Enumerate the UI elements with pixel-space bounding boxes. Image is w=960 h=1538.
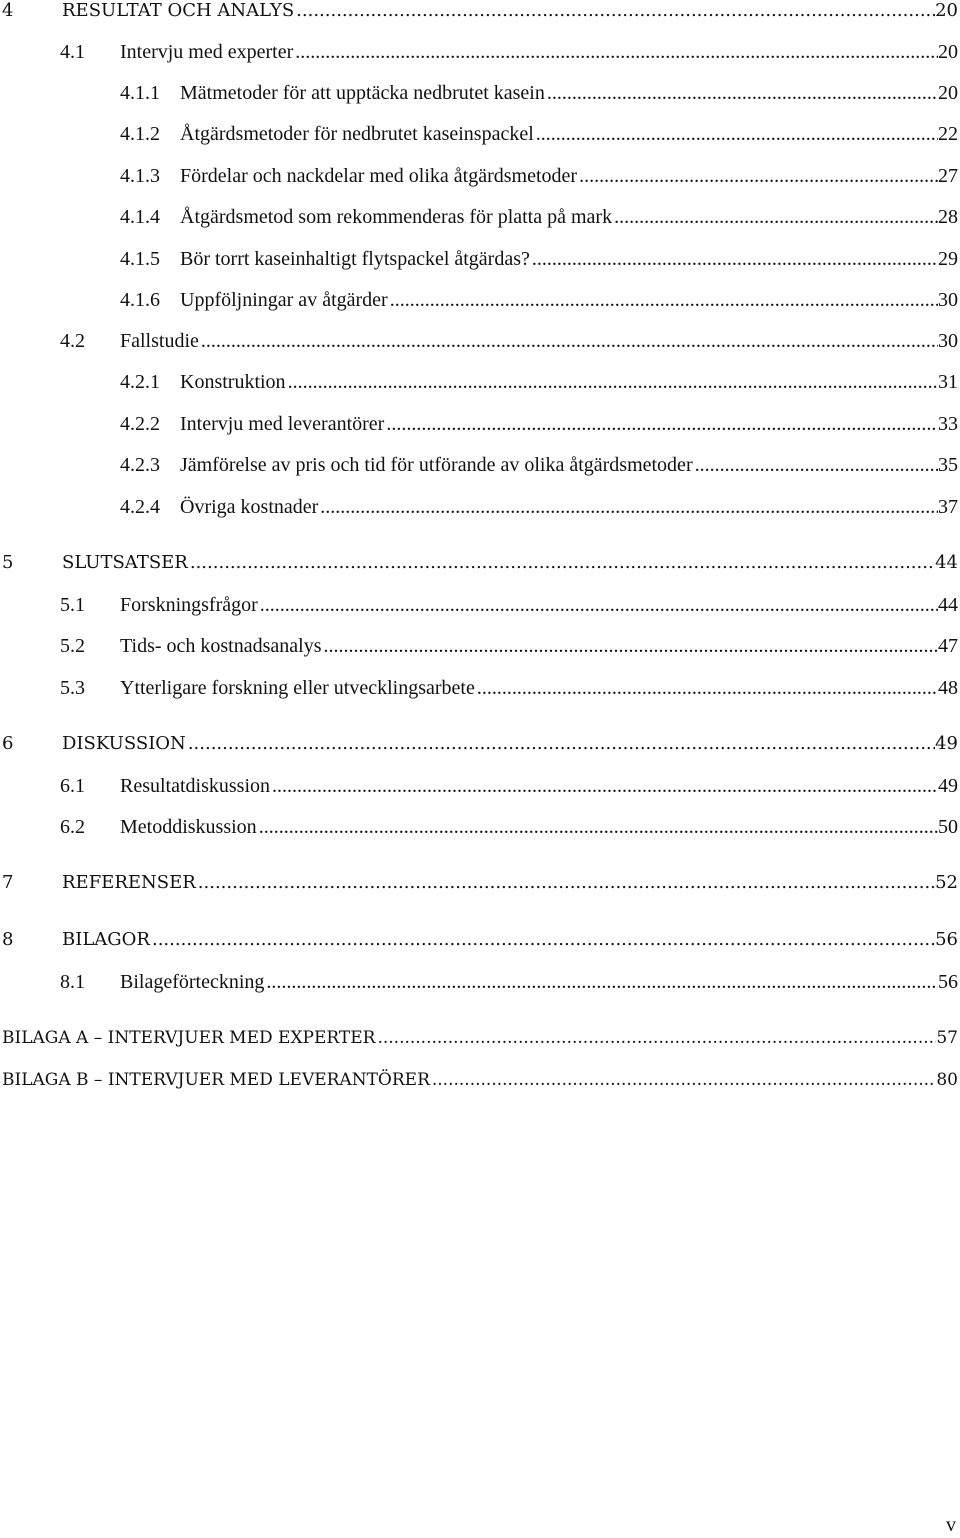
toc-page: 57 (936, 1028, 958, 1048)
toc-number: 4.1.4 (120, 206, 160, 228)
toc-entry-5-3[interactable] (0, 673, 960, 703)
toc-entry-8-1[interactable] (0, 967, 960, 997)
toc-title: RESULTAT OCH ANALYS (62, 0, 295, 21)
toc-number: 4.2.4 (120, 496, 160, 518)
toc-entry-7[interactable] (0, 868, 960, 898)
toc-entry-4-1-2[interactable] (0, 119, 960, 149)
toc-page: 37 (938, 496, 958, 518)
toc-page: 35 (938, 454, 958, 476)
dot-leader (294, 0, 935, 26)
toc-title: Fallstudie (120, 330, 199, 352)
dot-leader (188, 548, 935, 578)
dot-leader (430, 1065, 936, 1095)
toc-number: 4.1.5 (120, 248, 160, 270)
toc-entry-6[interactable] (0, 729, 960, 759)
toc-page: 48 (938, 677, 958, 699)
toc-page: 29 (938, 248, 958, 270)
toc-number: 4.1.3 (120, 165, 160, 187)
toc-title: DISKUSSION (62, 733, 186, 754)
dot-leader (150, 925, 935, 955)
toc-page: 30 (938, 289, 958, 311)
toc-entry-4[interactable] (0, 0, 960, 26)
toc-number: 5 (2, 552, 14, 573)
dot-leader (388, 285, 938, 315)
toc-page: 47 (938, 635, 958, 657)
toc-entry-4-2-3[interactable] (0, 450, 960, 480)
page-number: v (946, 1514, 956, 1536)
toc-title: Bilageförteckning (120, 971, 265, 993)
toc-title: Intervju med experter (120, 41, 294, 63)
toc-title: Intervju med leverantörer (180, 413, 385, 435)
toc-title: Forskningsfrågor (120, 594, 258, 616)
dot-leader (545, 78, 938, 108)
toc-entry-6-2[interactable] (0, 812, 960, 842)
dot-leader (530, 244, 938, 274)
toc-entry-6-1[interactable] (0, 771, 960, 801)
toc-number: 4.1 (60, 41, 85, 63)
toc-entry-4-1-1[interactable] (0, 78, 960, 108)
dot-leader (321, 631, 938, 661)
toc-page: 49 (935, 733, 958, 754)
dot-leader (612, 202, 938, 232)
toc-page: 49 (938, 775, 958, 797)
dot-leader (293, 37, 938, 67)
toc-number: 6 (2, 733, 14, 754)
toc-number: 4 (2, 0, 14, 21)
dot-leader (257, 812, 938, 842)
toc-page: 31 (938, 371, 958, 393)
toc-entry-4-1-4[interactable] (0, 202, 960, 232)
dot-leader (577, 161, 938, 191)
toc-entry-4-1-3[interactable] (0, 161, 960, 191)
toc-entry-4-2-1[interactable] (0, 367, 960, 397)
toc-number: 8 (2, 929, 14, 950)
toc-entry-5-1[interactable] (0, 590, 960, 620)
dot-leader (186, 729, 935, 759)
toc-entry-5[interactable] (0, 548, 960, 578)
toc-title: BILAGA A – INTERVJUER MED EXPERTER (2, 1028, 376, 1048)
toc-title: Resultatdiskussion (120, 775, 271, 797)
toc-title: Konstruktion (180, 371, 286, 393)
toc-number: 4.2.3 (120, 454, 160, 476)
toc-title: Bör torrt kaseinhaltigt flytspackel åtgärdas? (180, 248, 530, 270)
toc-title: Övriga kostnader (180, 496, 319, 518)
toc-title: REFERENSER (62, 872, 196, 893)
toc-page: 20 (935, 0, 958, 21)
toc-number: 6.1 (60, 775, 85, 797)
toc-number: 4.1.1 (120, 82, 160, 104)
toc-number: 7 (2, 872, 14, 893)
toc-page: 20 (938, 41, 958, 63)
dot-leader (318, 492, 938, 522)
toc-title: Uppföljningar av åtgärder (180, 289, 388, 311)
toc-page: 20 (938, 82, 958, 104)
toc-entry-4-2-2[interactable] (0, 409, 960, 439)
toc-title: SLUTSATSER (62, 552, 188, 573)
dot-leader (693, 450, 938, 480)
dot-leader (286, 367, 938, 397)
toc-entry-5-2[interactable] (0, 631, 960, 661)
toc-entry-bilaga-a[interactable] (0, 1023, 960, 1053)
dot-leader (384, 409, 938, 439)
toc-number: 4.2 (60, 330, 85, 352)
toc-page: 44 (938, 594, 958, 616)
toc-page: 44 (935, 552, 958, 573)
toc-number: 5.1 (60, 594, 85, 616)
toc-title: Ytterligare forskning eller utvecklingsarbete (120, 677, 475, 699)
toc-number: 4.2.2 (120, 413, 160, 435)
toc-page: 30 (938, 330, 958, 352)
dot-leader (199, 326, 938, 356)
dot-leader (475, 673, 938, 703)
toc-title: Fördelar och nackdelar med olika åtgärdsmetoder (180, 165, 578, 187)
toc-title: Mätmetoder för att upptäcka nedbrutet kasein (180, 82, 545, 104)
dot-leader (375, 1023, 936, 1053)
toc-number: 5.2 (60, 635, 85, 657)
toc-title: Tids- och kostnadsanalys (120, 635, 322, 657)
dot-leader (258, 590, 938, 620)
dot-leader (270, 771, 938, 801)
toc-page: 33 (938, 413, 958, 435)
toc-entry-4-2-4[interactable] (0, 492, 960, 522)
toc-page: 27 (938, 165, 958, 187)
dot-leader (534, 119, 938, 149)
toc-title: Åtgärdsmetoder för nedbrutet kaseinspackel (180, 123, 534, 145)
dot-leader (196, 868, 935, 898)
toc-page: 50 (938, 816, 958, 838)
toc-page: 52 (935, 872, 958, 893)
toc-number: 4.1.2 (120, 123, 160, 145)
toc-title: Åtgärdsmetod som rekommenderas för platta på mark (180, 206, 613, 228)
toc-title: Metoddiskussion (120, 816, 257, 838)
toc-number: 5.3 (60, 677, 85, 699)
toc-number: 8.1 (60, 971, 85, 993)
toc-number: 6.2 (60, 816, 85, 838)
toc-page: 22 (938, 123, 958, 145)
toc-number: 4.1.6 (120, 289, 160, 311)
toc-entry-4-1-6[interactable] (0, 285, 960, 315)
dot-leader (264, 967, 938, 997)
toc-entry-4-2[interactable] (0, 326, 960, 356)
toc-number: 4.2.1 (120, 371, 160, 393)
toc-page: 28 (938, 206, 958, 228)
toc-page: 56 (938, 971, 958, 993)
toc-title: BILAGA B – INTERVJUER MED LEVERANTÖRER (2, 1070, 430, 1090)
toc-entry-4-1[interactable] (0, 37, 960, 67)
toc-page: 56 (935, 929, 958, 950)
toc-title: BILAGOR (62, 929, 150, 950)
toc-entry-8[interactable] (0, 925, 960, 955)
toc-entry-4-1-5[interactable] (0, 244, 960, 274)
toc-entry-bilaga-b[interactable] (0, 1065, 960, 1095)
toc-page: 80 (936, 1070, 958, 1090)
toc-title: Jämförelse av pris och tid för utförande av olika åtgärdsmetoder (180, 454, 693, 476)
